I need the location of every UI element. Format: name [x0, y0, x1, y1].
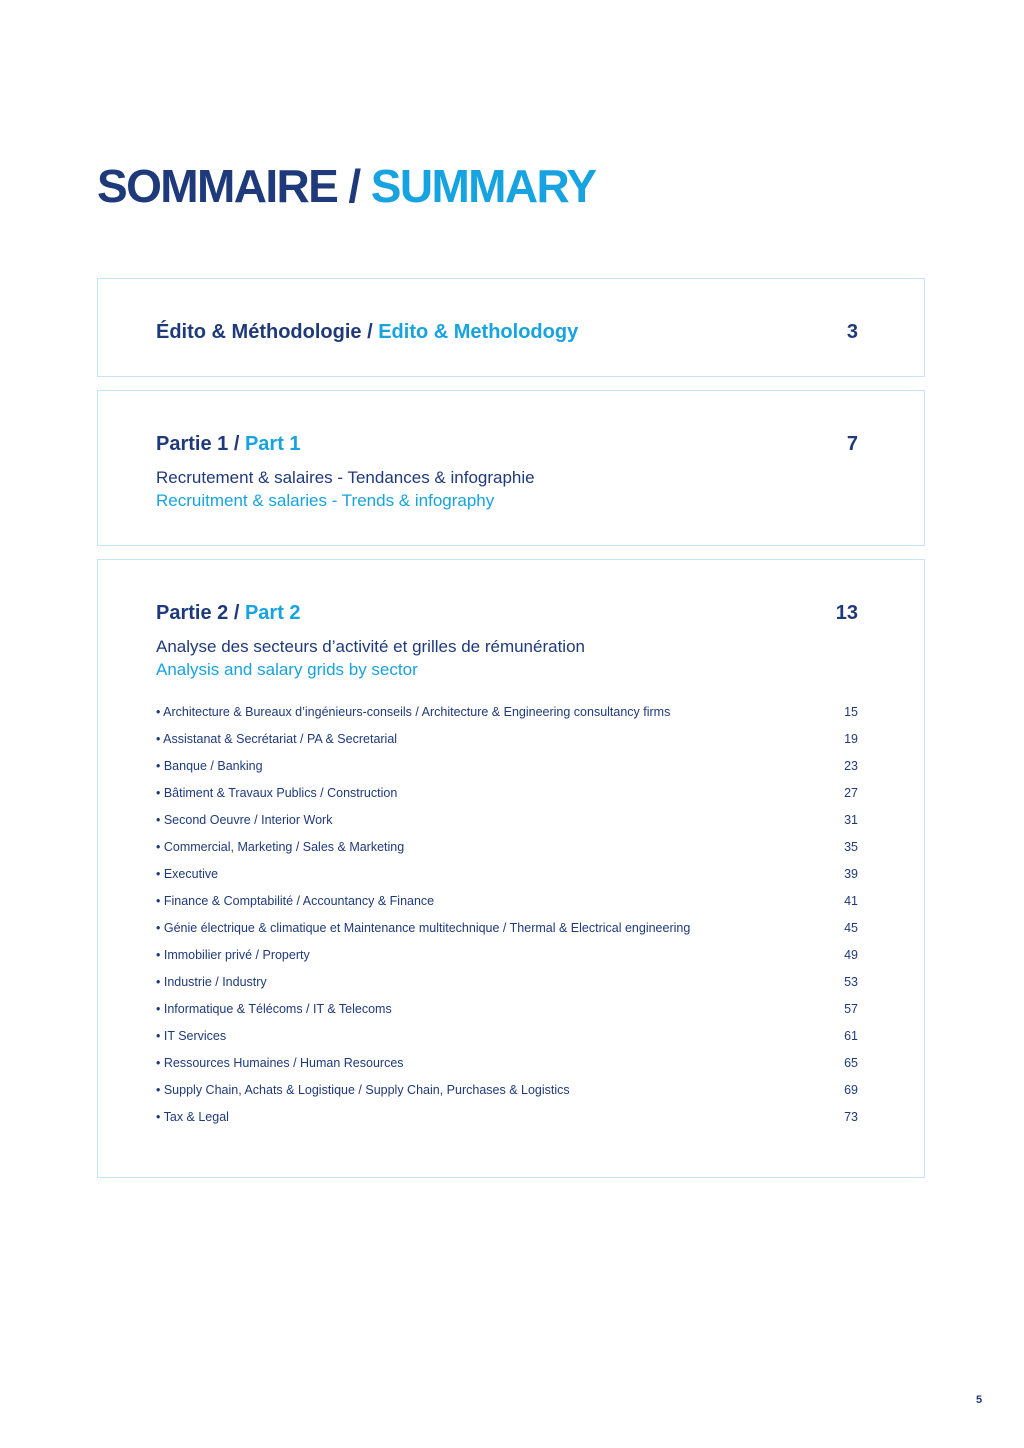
sector-item[interactable] — [156, 945, 858, 972]
sector-label: • Industrie / Industry — [156, 975, 267, 989]
sector-page: 41 — [844, 894, 858, 908]
sector-label: • Tax & Legal — [156, 1110, 229, 1124]
sector-page: 15 — [844, 705, 858, 719]
part2-title-en: Part 2 — [244, 602, 301, 624]
sector-page: 35 — [844, 840, 858, 854]
sector-page: 39 — [844, 867, 858, 881]
sector-page: 23 — [844, 759, 858, 773]
sector-label: • Ressources Humaines / Human Resources — [156, 1056, 404, 1070]
part1-section — [97, 390, 925, 546]
sector-item[interactable] — [156, 1026, 858, 1053]
sector-label: • IT Services — [156, 1029, 227, 1043]
sector-label: • Immobilier privé / Property — [156, 948, 310, 962]
part2-separator: / — [233, 602, 240, 624]
sector-page: 69 — [844, 1083, 858, 1097]
edito-separator: / — [367, 321, 373, 343]
edito-section — [97, 278, 925, 377]
sector-label: • Architecture & Bureaux d’ingénieurs-conseils / Architecture & Engineering consultancy firms — [156, 705, 671, 719]
title-french: SOMMAIRE — [97, 160, 338, 212]
part2-section — [97, 559, 925, 1178]
part1-subtitle-en: Recruitment & salaries - Trends & infography — [156, 491, 495, 510]
sector-item[interactable] — [156, 891, 858, 918]
sector-item[interactable] — [156, 999, 858, 1026]
page-number: 5 — [976, 1394, 983, 1406]
part2-heading[interactable] — [156, 601, 858, 625]
sector-label: • Second Oeuvre / Interior Work — [156, 813, 333, 827]
part1-page-number: 7 — [846, 433, 858, 455]
sector-item[interactable] — [156, 918, 858, 945]
sector-label: • Supply Chain, Achats & Logistique / Supply Chain, Purchases & Logistics — [156, 1083, 570, 1097]
part2-subtitle-en: Analysis and salary grids by sector — [156, 660, 418, 679]
sector-item[interactable] — [156, 1053, 858, 1080]
sector-label: • Informatique & Télécoms / IT & Telecoms — [156, 1002, 392, 1016]
edito-title-fr: Édito & Méthodologie — [156, 321, 362, 343]
sector-item[interactable] — [156, 729, 858, 756]
sector-page: 49 — [844, 948, 858, 962]
sector-item[interactable] — [156, 972, 858, 999]
sector-item[interactable] — [156, 864, 858, 891]
sector-label: • Génie électrique & climatique et Maintenance multitechnique / Thermal & Electrical engineering — [156, 921, 691, 935]
sector-item[interactable] — [156, 1107, 858, 1134]
sector-label: • Executive — [156, 867, 219, 881]
sector-item[interactable] — [156, 702, 858, 729]
part1-subtitle-fr: Recrutement & salaires - Tendances & infographie — [156, 468, 535, 487]
part2-subtitle-fr: Analyse des secteurs d’activité et grilles de rémunération — [156, 637, 585, 656]
part1-heading[interactable] — [156, 432, 858, 456]
sector-page: 57 — [844, 1002, 858, 1016]
sector-item[interactable] — [156, 837, 858, 864]
sector-list — [156, 702, 858, 1134]
sector-item[interactable] — [156, 756, 858, 783]
sector-page: 65 — [844, 1056, 858, 1070]
sector-item[interactable] — [156, 1080, 858, 1107]
sector-page: 53 — [844, 975, 858, 989]
sector-label: • Finance & Comptabilité / Accountancy & Finance — [156, 894, 435, 908]
title-english: SUMMARY — [370, 160, 596, 212]
sector-item[interactable] — [156, 783, 858, 810]
edito-heading[interactable] — [156, 320, 858, 344]
sector-label: • Commercial, Marketing / Sales & Marketing — [156, 840, 405, 854]
edito-page-number: 3 — [846, 321, 858, 343]
sector-label: • Assistanat & Secrétariat / PA & Secretarial — [156, 732, 398, 746]
part1-separator: / — [233, 433, 240, 455]
sector-page: 31 — [844, 813, 858, 827]
sector-label: • Banque / Banking — [156, 759, 263, 773]
part2-page-number: 13 — [835, 602, 858, 624]
title-separator: / — [348, 160, 360, 212]
edito-title-en: Edito & Metholodogy — [378, 321, 579, 343]
part1-title-en: Part 1 — [244, 433, 301, 455]
sector-page: 61 — [844, 1029, 858, 1043]
part1-title-fr: Partie 1 — [156, 433, 229, 455]
part2-title-fr: Partie 2 — [156, 602, 229, 624]
sector-page: 27 — [844, 786, 858, 800]
sector-page: 19 — [844, 732, 858, 746]
sector-item[interactable] — [156, 810, 858, 837]
sector-page: 73 — [844, 1110, 858, 1124]
page-title — [97, 158, 596, 214]
sector-label: • Bâtiment & Travaux Publics / Construction — [156, 786, 398, 800]
sector-page: 45 — [844, 921, 858, 935]
